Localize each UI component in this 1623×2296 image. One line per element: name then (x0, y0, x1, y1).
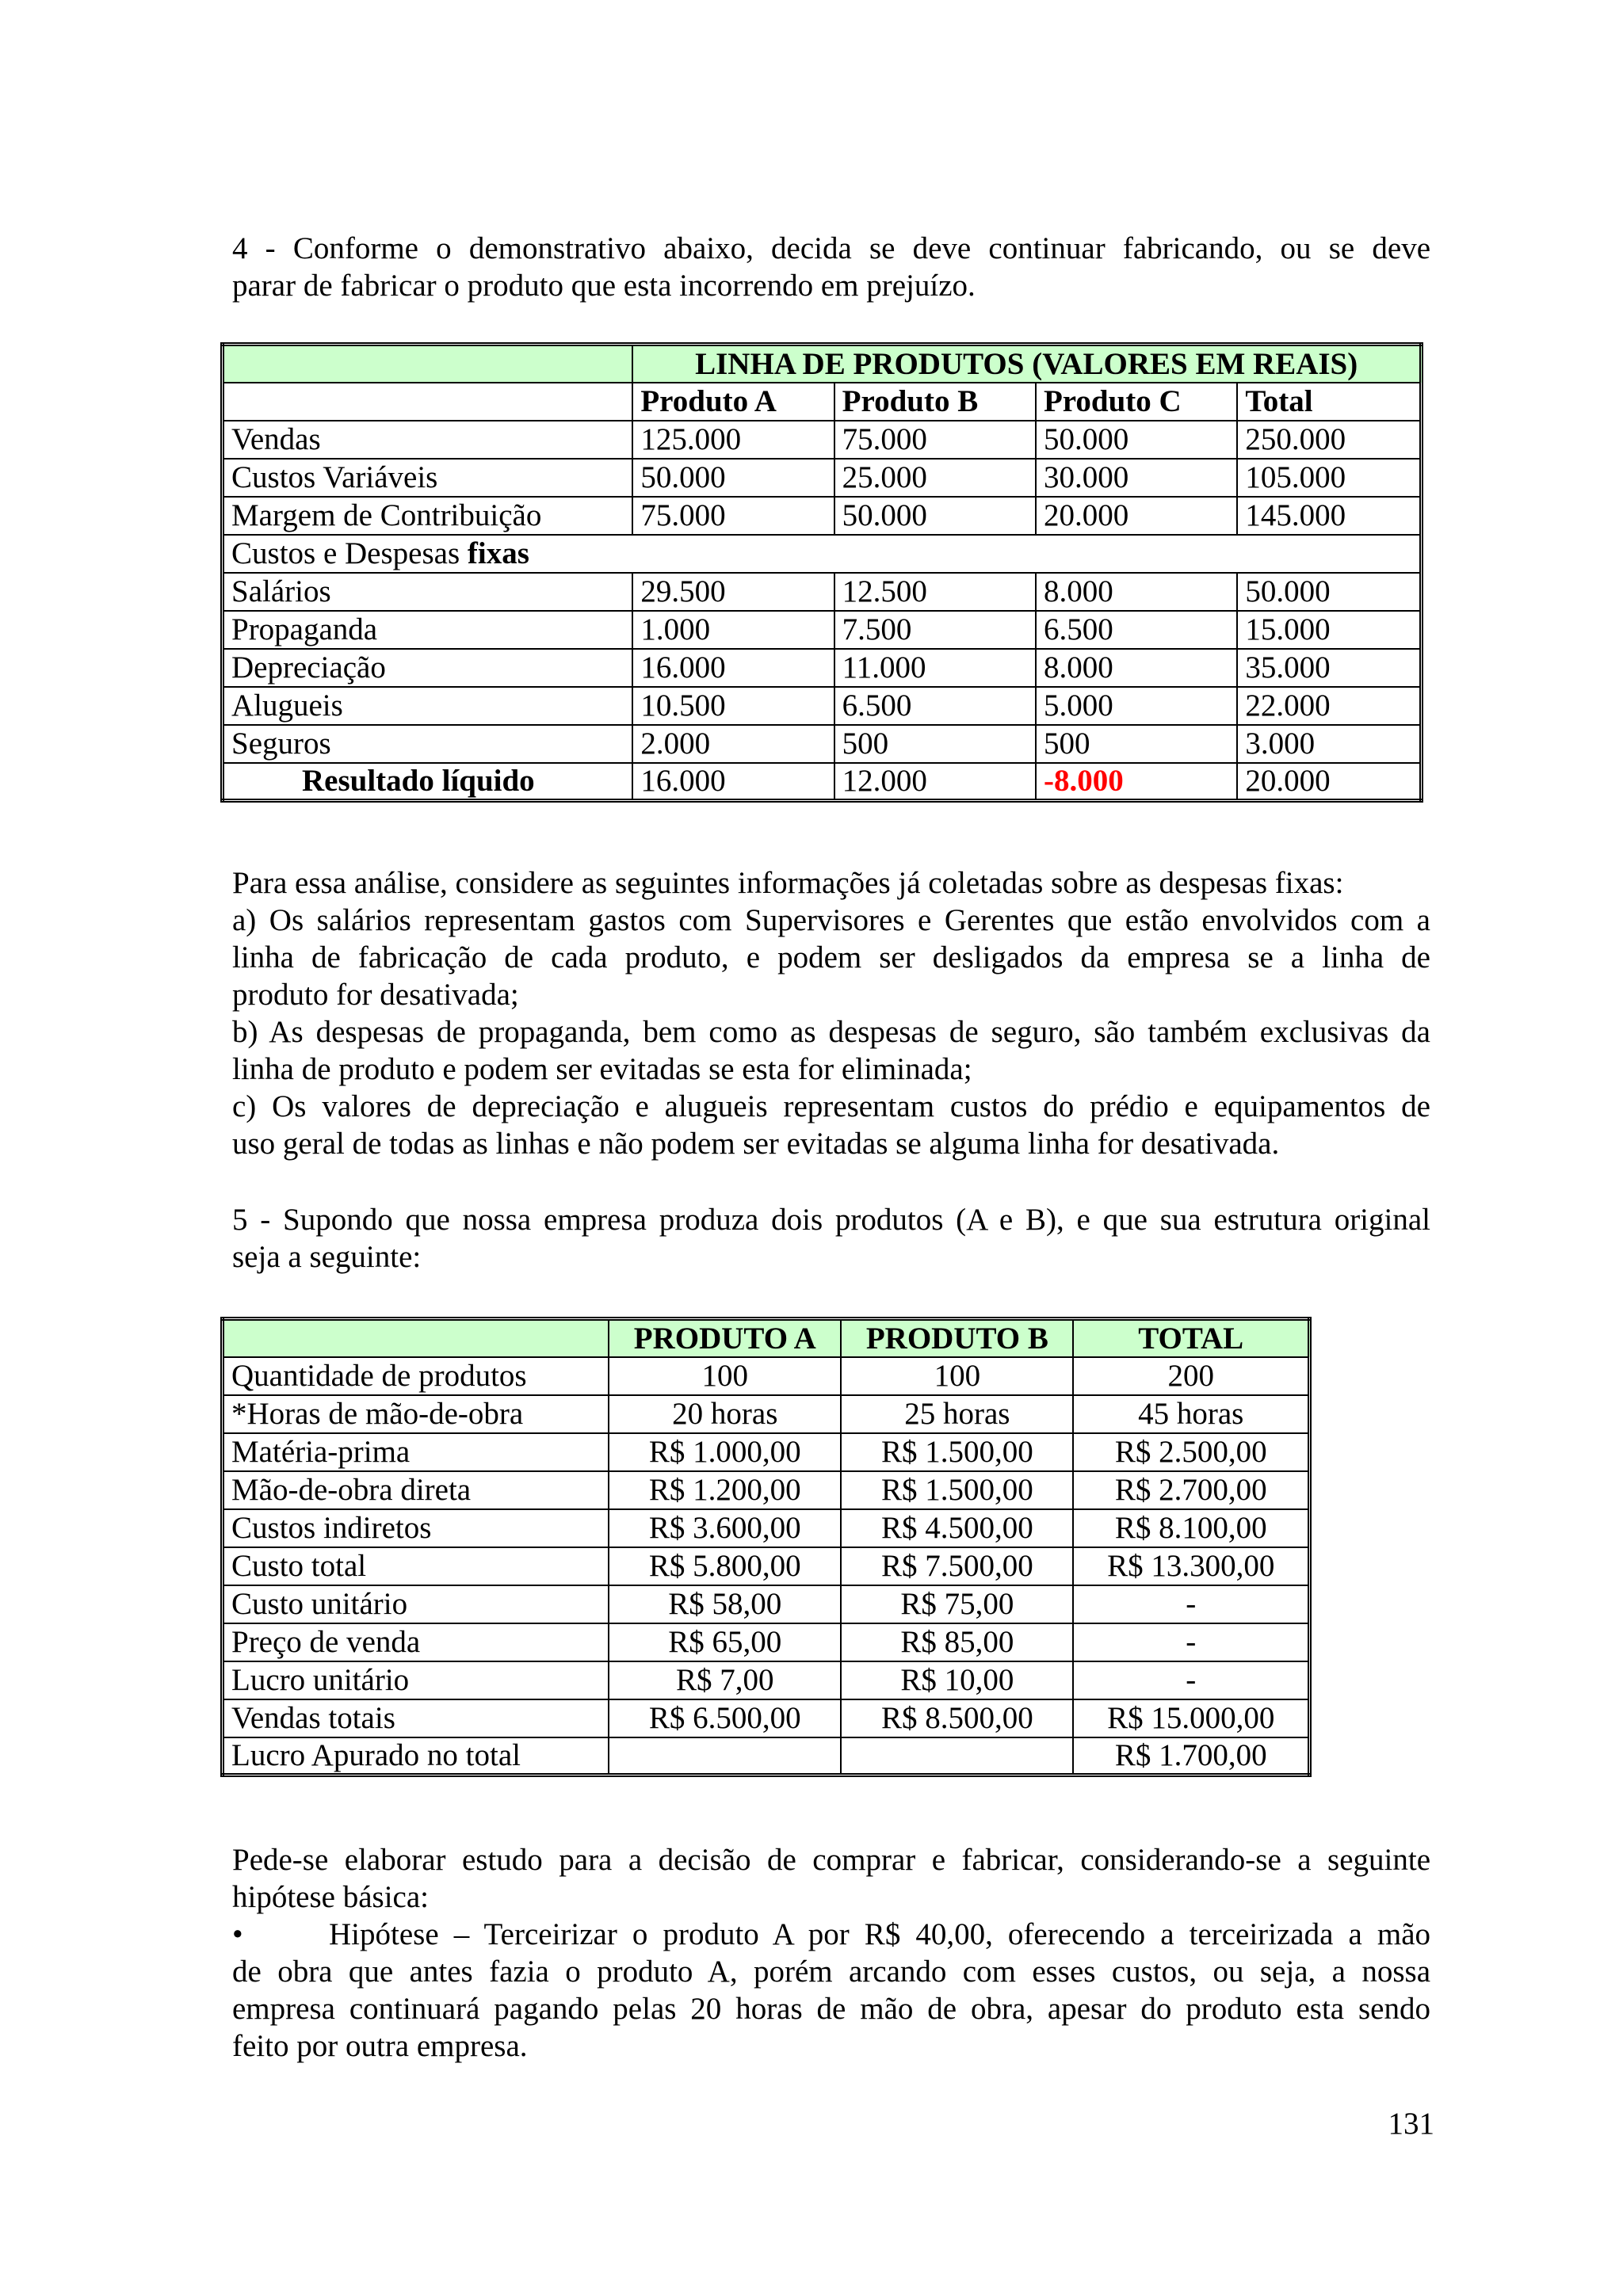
table-cell: - (1073, 1623, 1309, 1661)
table-cell: R$ 1.000,00 (609, 1433, 841, 1471)
text-line: 4 - Conforme o demonstrativo abaixo, decida se deve continuar fabricando, ou se deve (232, 231, 1430, 265)
column-header: Total (1237, 383, 1421, 421)
table-cell: R$ 2.500,00 (1073, 1433, 1309, 1471)
table-cell: R$ 3.600,00 (609, 1509, 841, 1547)
table-cell: 500 (834, 725, 1036, 763)
table-cell: R$ 85,00 (841, 1623, 1073, 1661)
page-number: 131 (1388, 2107, 1434, 2141)
row-label: Margem de Contribuição (223, 497, 633, 535)
table-cell: 29.500 (632, 573, 834, 611)
table-cell: 20 horas (609, 1395, 841, 1433)
table-row (223, 1661, 1310, 1699)
table-cell: R$ 7.500,00 (841, 1547, 1073, 1585)
column-header: Produto B (834, 383, 1036, 421)
table-cell: 500 (1036, 725, 1237, 763)
bullet-line (232, 1916, 1430, 1953)
table-cell: 125.000 (632, 421, 834, 459)
table-cell: 50.000 (1237, 573, 1421, 611)
table-cell: 30.000 (1036, 459, 1237, 497)
table-cell: R$ 75,00 (841, 1585, 1073, 1623)
table-cell: 75.000 (834, 421, 1036, 459)
table-row (223, 1357, 1310, 1395)
row-label: Vendas (223, 421, 633, 459)
table-cell: R$ 8.500,00 (841, 1699, 1073, 1737)
text-line: a) Os salários representam gastos com Supervisores e Gerentes que estão envolvidos com a (232, 903, 1430, 937)
column-header: PRODUTO A (609, 1319, 841, 1357)
table-cell: 100 (609, 1357, 841, 1395)
table-cell: 12.000 (834, 763, 1036, 801)
table-cell: 3.000 (1237, 725, 1421, 763)
bullet-icon: • (232, 1917, 243, 1951)
row-label: Quantidade de produtos (223, 1357, 609, 1395)
table-title: LINHA DE PRODUTOS (VALORES EM REAIS) (632, 345, 1421, 383)
table-cell: 20.000 (1237, 763, 1421, 801)
table-cell: 1.000 (632, 611, 834, 649)
table-cell: 200 (1073, 1357, 1309, 1395)
column-header: PRODUTO B (841, 1319, 1073, 1357)
text-line: c) Os valores de depreciação e alugueis representam custos do prédio e equipamentos de (232, 1089, 1430, 1123)
column-header: TOTAL (1073, 1319, 1309, 1357)
text-line: Pede-se elaborar estudo para a decisão de comprar e fabricar, considerando-se a seguinte (232, 1843, 1430, 1877)
table-row (223, 1395, 1310, 1433)
section-label-text: Custos e Despesas (231, 536, 468, 570)
table-cell: R$ 1.500,00 (841, 1433, 1073, 1471)
table-cell: 145.000 (1237, 497, 1421, 535)
table-cell: R$ 10,00 (841, 1661, 1073, 1699)
table-cell: 8.000 (1036, 573, 1237, 611)
row-label: Depreciação (223, 649, 633, 687)
table-cell: 5.000 (1036, 687, 1237, 725)
table-cell: 50.000 (632, 459, 834, 497)
column-header: Produto C (1036, 383, 1237, 421)
table-cell (609, 1737, 841, 1775)
text-line: hipótese básica: (232, 1880, 429, 1914)
table-cell: 20.000 (1036, 497, 1237, 535)
row-label: Propaganda (223, 611, 633, 649)
product-line-table (220, 342, 1423, 803)
table-cell: 105.000 (1237, 459, 1421, 497)
table-cell: R$ 2.700,00 (1073, 1471, 1309, 1509)
table-cell: R$ 1.700,00 (1073, 1737, 1309, 1775)
table-row (223, 1471, 1310, 1509)
conclusion-text (232, 1841, 1430, 2065)
table-cell: 15.000 (1237, 611, 1421, 649)
table-row (223, 1509, 1310, 1547)
text-line: empresa continuará pagando pelas 20 horas de mão de obra, apesar do produto esta sendo (232, 1992, 1430, 2026)
table-cell: 10.500 (632, 687, 834, 725)
row-label: Matéria-prima (223, 1433, 609, 1471)
row-label: Preço de venda (223, 1623, 609, 1661)
text-line: linha de produto e podem ser evitadas se esta for eliminada; (232, 1052, 972, 1086)
row-label: Custo total (223, 1547, 609, 1585)
table-cell: 7.500 (834, 611, 1036, 649)
section-label-bold: fixas (467, 536, 529, 570)
table-row (223, 1433, 1310, 1471)
table-cell: R$ 7,00 (609, 1661, 841, 1699)
table-row (223, 687, 1422, 725)
table-cell: R$ 1.500,00 (841, 1471, 1073, 1509)
table-cell: R$ 4.500,00 (841, 1509, 1073, 1547)
row-label: Alugueis (223, 687, 633, 725)
table-cell: R$ 6.500,00 (609, 1699, 841, 1737)
text-line: seja a seguinte: (232, 1240, 422, 1274)
product-cost-table (220, 1317, 1312, 1777)
table-row (223, 1585, 1310, 1623)
table-cell: R$ 58,00 (609, 1585, 841, 1623)
row-label: Mão-de-obra direta (223, 1471, 609, 1509)
table-cell: 50.000 (1036, 421, 1237, 459)
table-row (223, 573, 1422, 611)
question-5-text (232, 1201, 1430, 1276)
table-row (223, 1699, 1310, 1737)
table-cell: 12.500 (834, 573, 1036, 611)
table-cell: R$ 13.300,00 (1073, 1547, 1309, 1585)
column-header: Produto A (632, 383, 834, 421)
table-cell: - (1073, 1585, 1309, 1623)
text-line: Para essa análise, considere as seguintes informações já coletadas sobre as despesas fixas: (232, 866, 1344, 900)
table-cell: 100 (841, 1357, 1073, 1395)
table-cell (841, 1737, 1073, 1775)
row-label: Vendas totais (223, 1699, 609, 1737)
table-cell: R$ 65,00 (609, 1623, 841, 1661)
table-cell: 6.500 (834, 687, 1036, 725)
row-label: Custos Variáveis (223, 459, 633, 497)
table-cell: 22.000 (1237, 687, 1421, 725)
table-cell: 45 horas (1073, 1395, 1309, 1433)
row-label: Lucro Apurado no total (223, 1737, 609, 1775)
table-row (223, 421, 1422, 459)
table-cell: 8.000 (1036, 649, 1237, 687)
row-label: Custo unitário (223, 1585, 609, 1623)
table-cell: 50.000 (834, 497, 1036, 535)
table-row (223, 1737, 1310, 1775)
table-cell: 35.000 (1237, 649, 1421, 687)
text-line: 5 - Supondo que nossa empresa produza dois produtos (A e B), e que sua estrutura original (232, 1203, 1430, 1237)
row-label: Salários (223, 573, 633, 611)
negative-result-cell: -8.000 (1036, 763, 1237, 801)
text-line: b) As despesas de propaganda, bem como as despesas de seguro, são também exclusivas da (232, 1015, 1430, 1049)
text-line: de obra que antes fazia o produto A, porém arcando com esses custos, ou seja, a nossa (232, 1955, 1430, 1989)
table-cell: 25.000 (834, 459, 1036, 497)
header-blank-cell (223, 1319, 609, 1357)
section-label (223, 535, 1422, 573)
text-line: uso geral de todas as linhas e não podem ser evitadas se alguma linha for desativada. (232, 1127, 1280, 1161)
table-row (223, 649, 1422, 687)
analysis-text (232, 864, 1430, 1162)
table-cell: R$ 1.200,00 (609, 1471, 841, 1509)
table-cell: 2.000 (632, 725, 834, 763)
header-blank-cell (223, 345, 633, 383)
table-row (223, 459, 1422, 497)
row-label: Seguros (223, 725, 633, 763)
row-label: Custos indiretos (223, 1509, 609, 1547)
question-4-text (232, 230, 1430, 304)
table-cell: R$ 8.100,00 (1073, 1509, 1309, 1547)
text-line: linha de fabricação de cada produto, e podem ser desligados da empresa se a linha de (232, 940, 1430, 974)
result-row (223, 763, 1422, 801)
table-cell: 16.000 (632, 763, 834, 801)
table-row (223, 1623, 1310, 1661)
section-row (223, 535, 1422, 573)
table-cell: 16.000 (632, 649, 834, 687)
row-label: Lucro unitário (223, 1661, 609, 1699)
table-cell: 75.000 (632, 497, 834, 535)
table-cell: - (1073, 1661, 1309, 1699)
header-blank-cell (223, 383, 633, 421)
table-row (223, 1547, 1310, 1585)
table-cell: 11.000 (834, 649, 1036, 687)
table-row (223, 725, 1422, 763)
text-line: feito por outra empresa. (232, 2029, 528, 2063)
table-cell: 6.500 (1036, 611, 1237, 649)
table-cell: 250.000 (1237, 421, 1421, 459)
text-line: produto for desativada; (232, 978, 519, 1012)
table-cell: R$ 5.800,00 (609, 1547, 841, 1585)
table-cell: R$ 15.000,00 (1073, 1699, 1309, 1737)
table-row (223, 611, 1422, 649)
table-cell: 25 horas (841, 1395, 1073, 1433)
row-label: *Horas de mão-de-obra (223, 1395, 609, 1433)
bullet-text: Hipótese – Terceirizar o produto A por R$ 40,00, oferecendo a terceirizada a mão (329, 1917, 1430, 1951)
text-line: parar de fabricar o produto que esta incorrendo em prejuízo. (232, 269, 976, 303)
row-label: Resultado líquido (223, 763, 633, 801)
table-row (223, 497, 1422, 535)
